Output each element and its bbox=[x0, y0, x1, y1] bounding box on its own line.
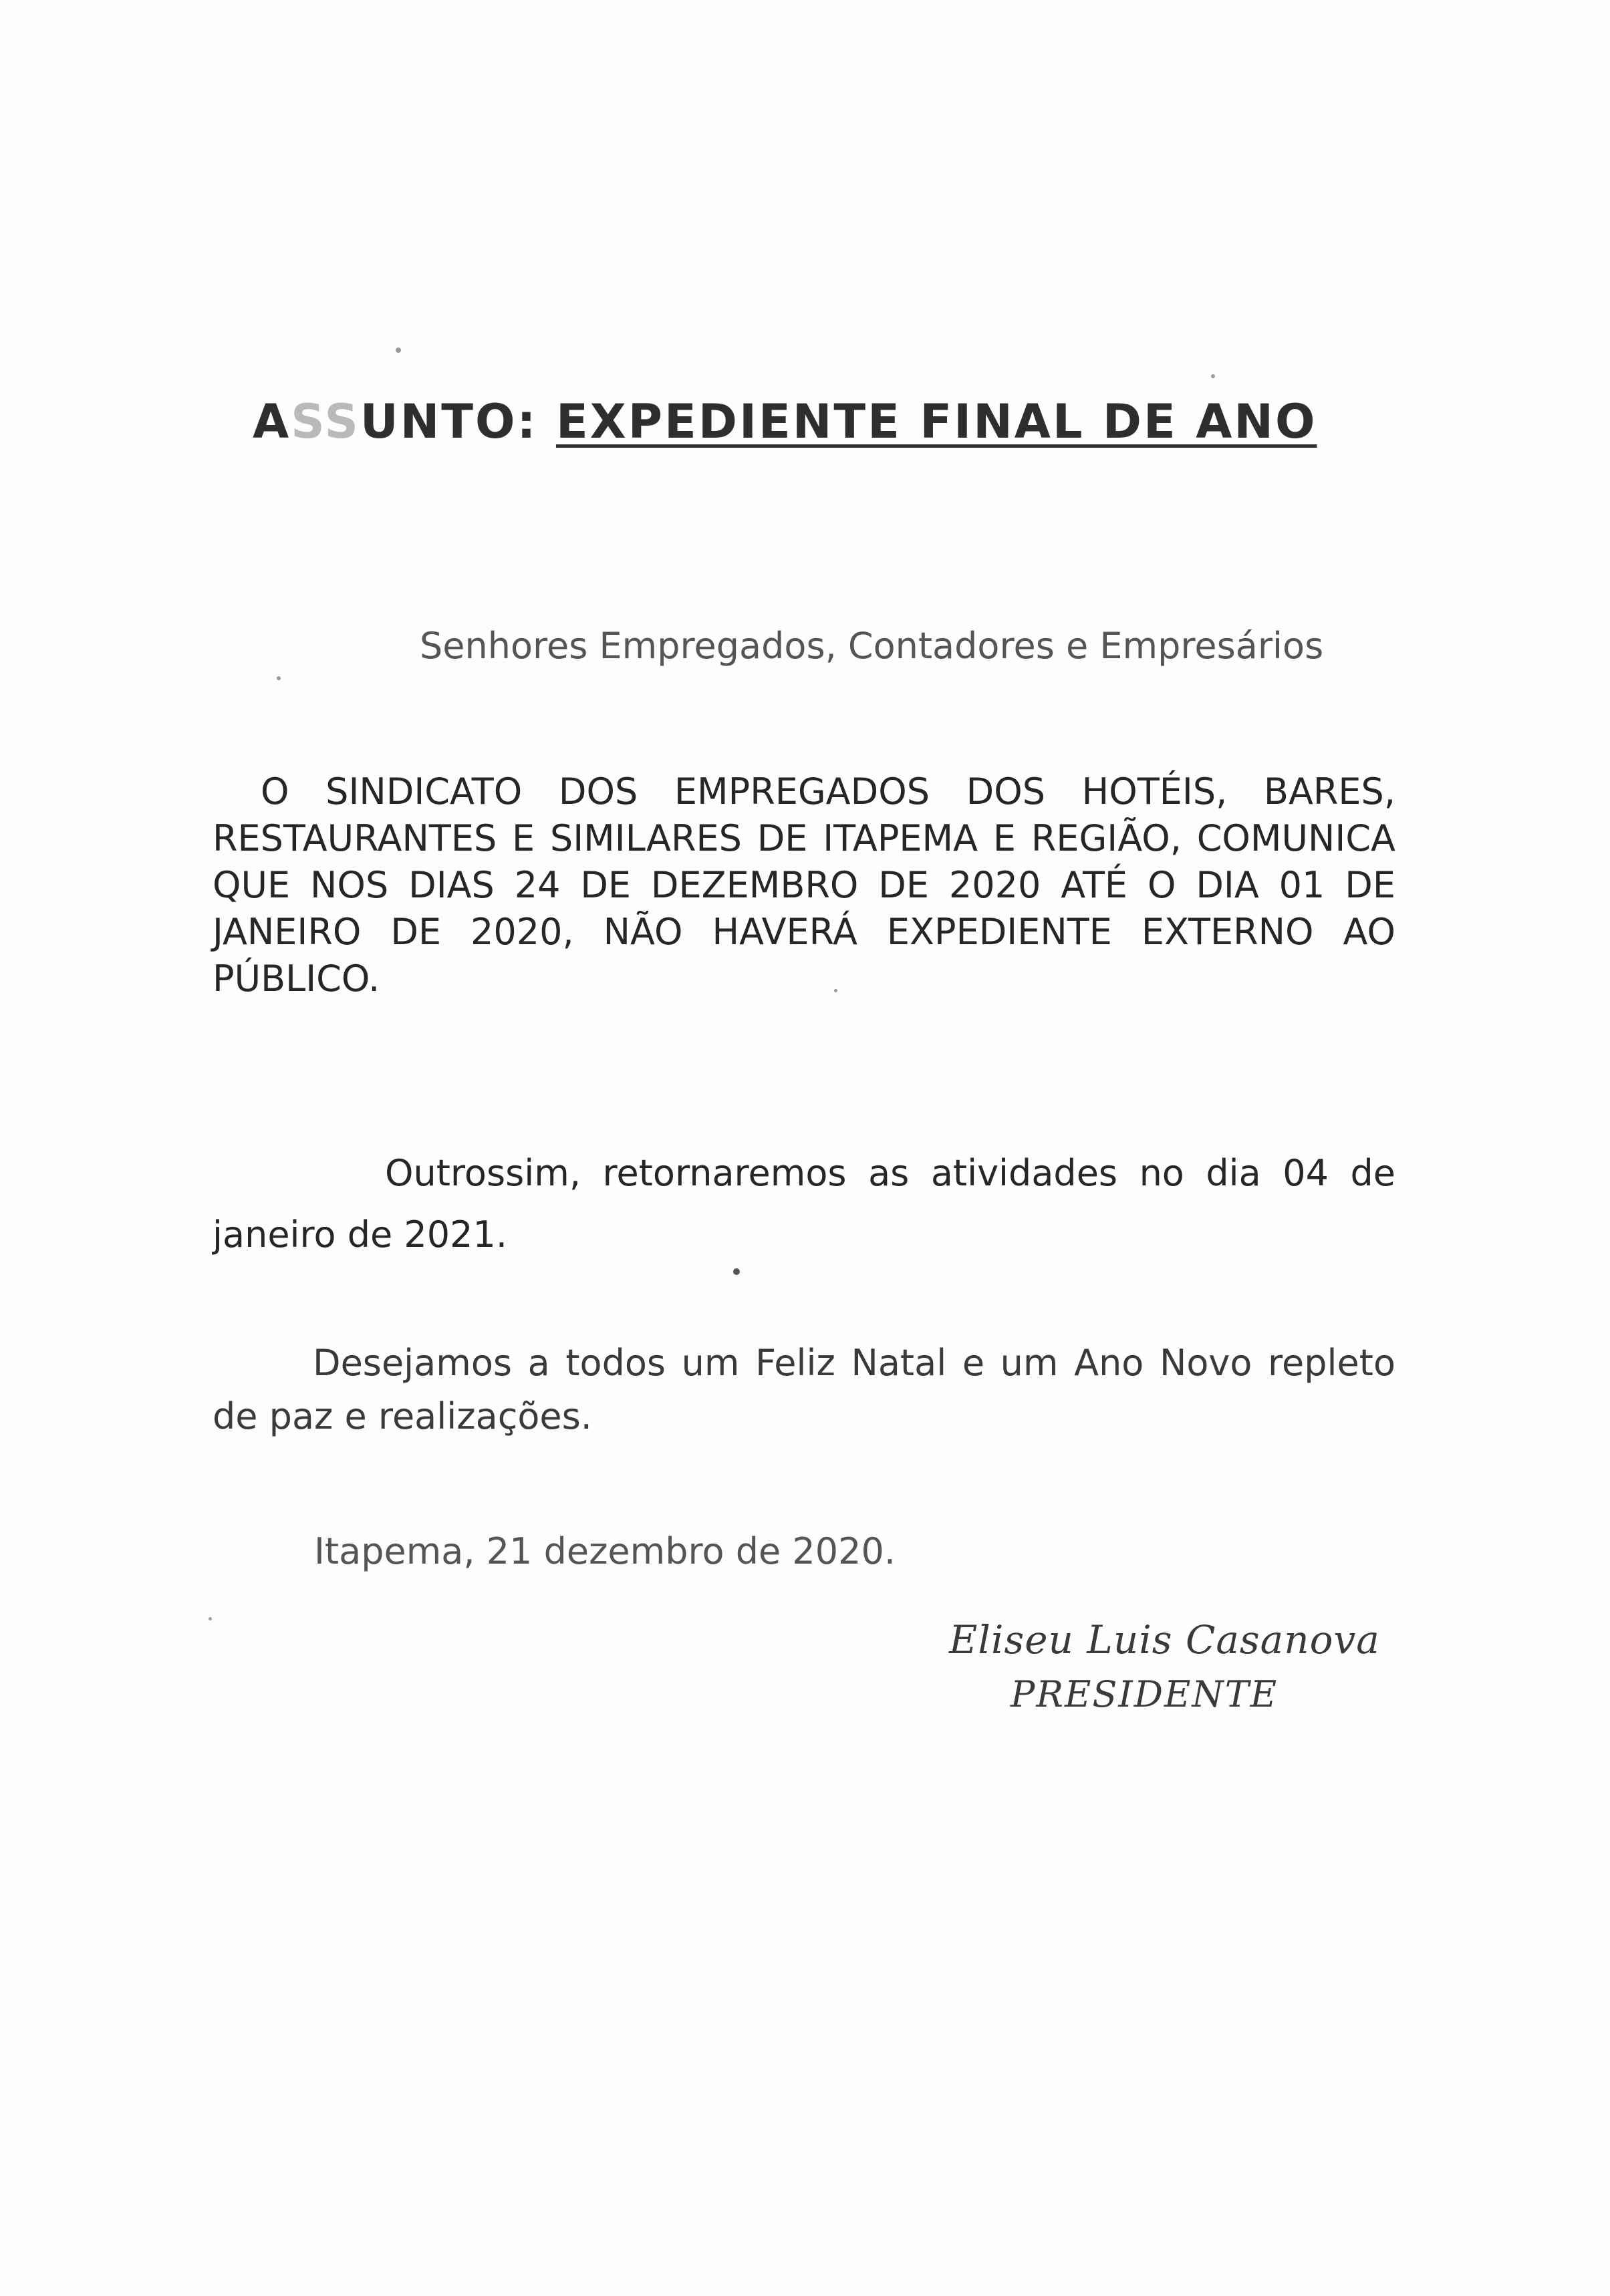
signature-block bbox=[949, 1617, 1417, 1715]
subject-topic: EXPEDIENTE FINAL DE ANO bbox=[555, 394, 1317, 449]
subject-label-first: A bbox=[253, 394, 291, 449]
scan-speck bbox=[1211, 374, 1215, 378]
scan-speck bbox=[277, 676, 281, 680]
signature-role: PRESIDENTE bbox=[1011, 1673, 1279, 1715]
subject-label-faint: SS bbox=[291, 394, 360, 449]
salutation: Senhores Empregados, Contadores e Empresários bbox=[420, 625, 1324, 667]
announcement-paragraph: O SINDICATO DOS EMPREGADOS DOS HOTÉIS, BARES, RESTAURANTES E SIMILARES DE ITAPEMA E REGIÃO, COMUNICA QUE NOS DIAS 24 DE DEZEMBRO DE 2020 ATÉ O DIA 01 DE JANEIRO DE 2020, NÃO HAVERÁ EXPEDIENTE EXTERNO AO PÚBLICO. bbox=[213, 770, 1395, 1000]
scan-speck bbox=[396, 347, 401, 353]
wishes-paragraph: Desejamos a todos um Feliz Natal e um Ano Novo repleto de paz e realizações. bbox=[213, 1342, 1395, 1437]
scan-speck bbox=[834, 989, 837, 992]
place-date: Itapema, 21 dezembro de 2020. bbox=[314, 1530, 896, 1572]
scan-speck bbox=[209, 1617, 212, 1620]
subject-heading bbox=[253, 394, 1349, 449]
subject-label-rest: UNTO: bbox=[360, 394, 538, 449]
signature-name: Eliseu Luis Casanova bbox=[949, 1617, 1380, 1663]
return-paragraph: Outrossim, retornaremos as atividades no dia 04 de janeiro de 2021. bbox=[213, 1152, 1395, 1256]
scan-speck bbox=[733, 1268, 740, 1275]
